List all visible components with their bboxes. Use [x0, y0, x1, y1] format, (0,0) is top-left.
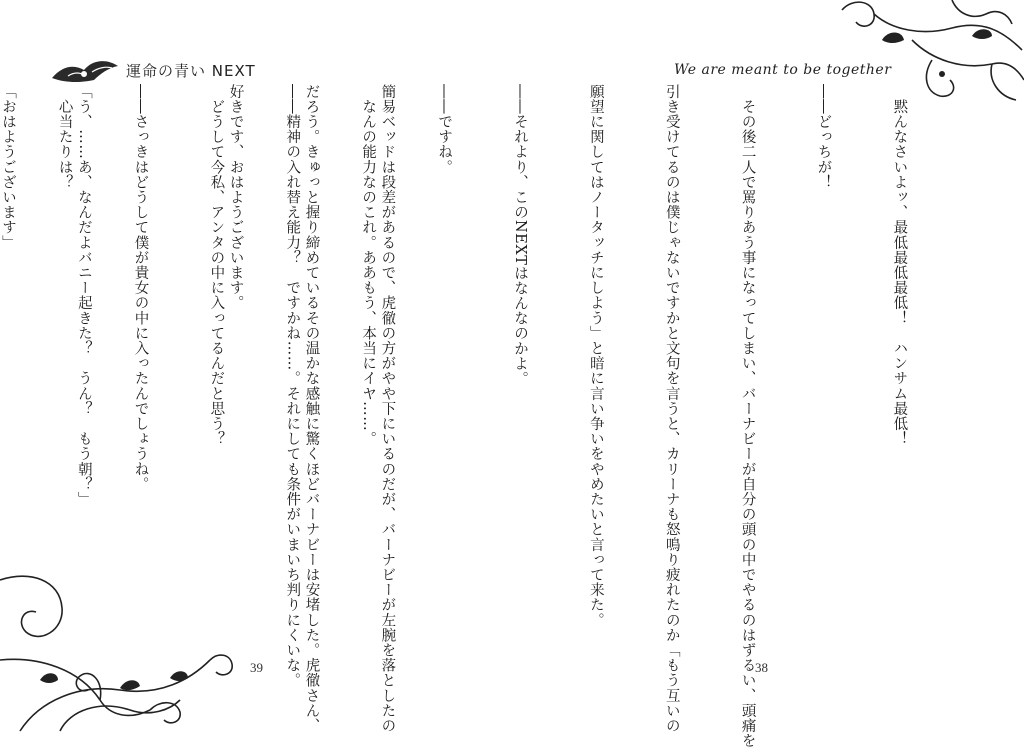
text-line: 心当たりは？ [56, 84, 73, 190]
text-line: どうして今私、アンタの中に入ってるんだと思う？ [208, 84, 225, 447]
left-page-number: 39 [250, 660, 263, 675]
text-line: 簡易ベッドは段差があるので、虎徹の方がやや下にいるのだが、バーナビーが左腕を落としたの [379, 84, 396, 734]
text-line: その後二人で罵りあう事になってしまい、バーナビーが自分の頭の中でやるのはずるい、頭痛を [739, 84, 756, 748]
text-line: ――精神の入れ替え能力？ ですかね……。それにしても条件がいまいち判りにくいな。 [284, 84, 301, 688]
header-flower-icon [48, 52, 124, 88]
text-line: 黙んなさいよッ、最低最低最低！ ハンサム最低！ [891, 84, 908, 447]
text-line: ――それより、このNEXTはなんなのかよ。 [511, 84, 528, 387]
right-page-number: 38 [755, 660, 768, 675]
text-line: なんの能力なのこれ。ああもう、本当にイヤ……。 [360, 84, 377, 447]
text-line: ――ですね。 [436, 84, 453, 175]
text-line: 好きです、おはようございます。 [227, 84, 244, 311]
text-line: ――さっきはどうして僕が貴女の中に入ったんでしょうね。 [132, 84, 149, 492]
text-line [0, 84, 1, 644]
text-line: 願望に関してはノータッチにしよう」と暗に言い争いをやめたいと言って来た。 [587, 84, 604, 628]
left-running-header: 運命の青い NEXT [126, 62, 256, 80]
text-line: 引き受けてるのは僕じゃないですかと文句を言うと、カリーナも怒鳴り疲れたのか「もう互いの [663, 84, 680, 734]
text-line: 「おはようございます」 [0, 84, 16, 251]
text-line: ――どっちが！ [815, 84, 832, 190]
text-line: だろう。きゅっと握り締めているその温かな感触に驚くほどバーナビーは安堵した。虎徹さん、 [303, 84, 320, 734]
text-line: 「う、……あ、なんだよバニー起きた？ うん？ もう朝？」 [75, 84, 92, 507]
right-running-header: We are meant to be together [674, 62, 892, 78]
